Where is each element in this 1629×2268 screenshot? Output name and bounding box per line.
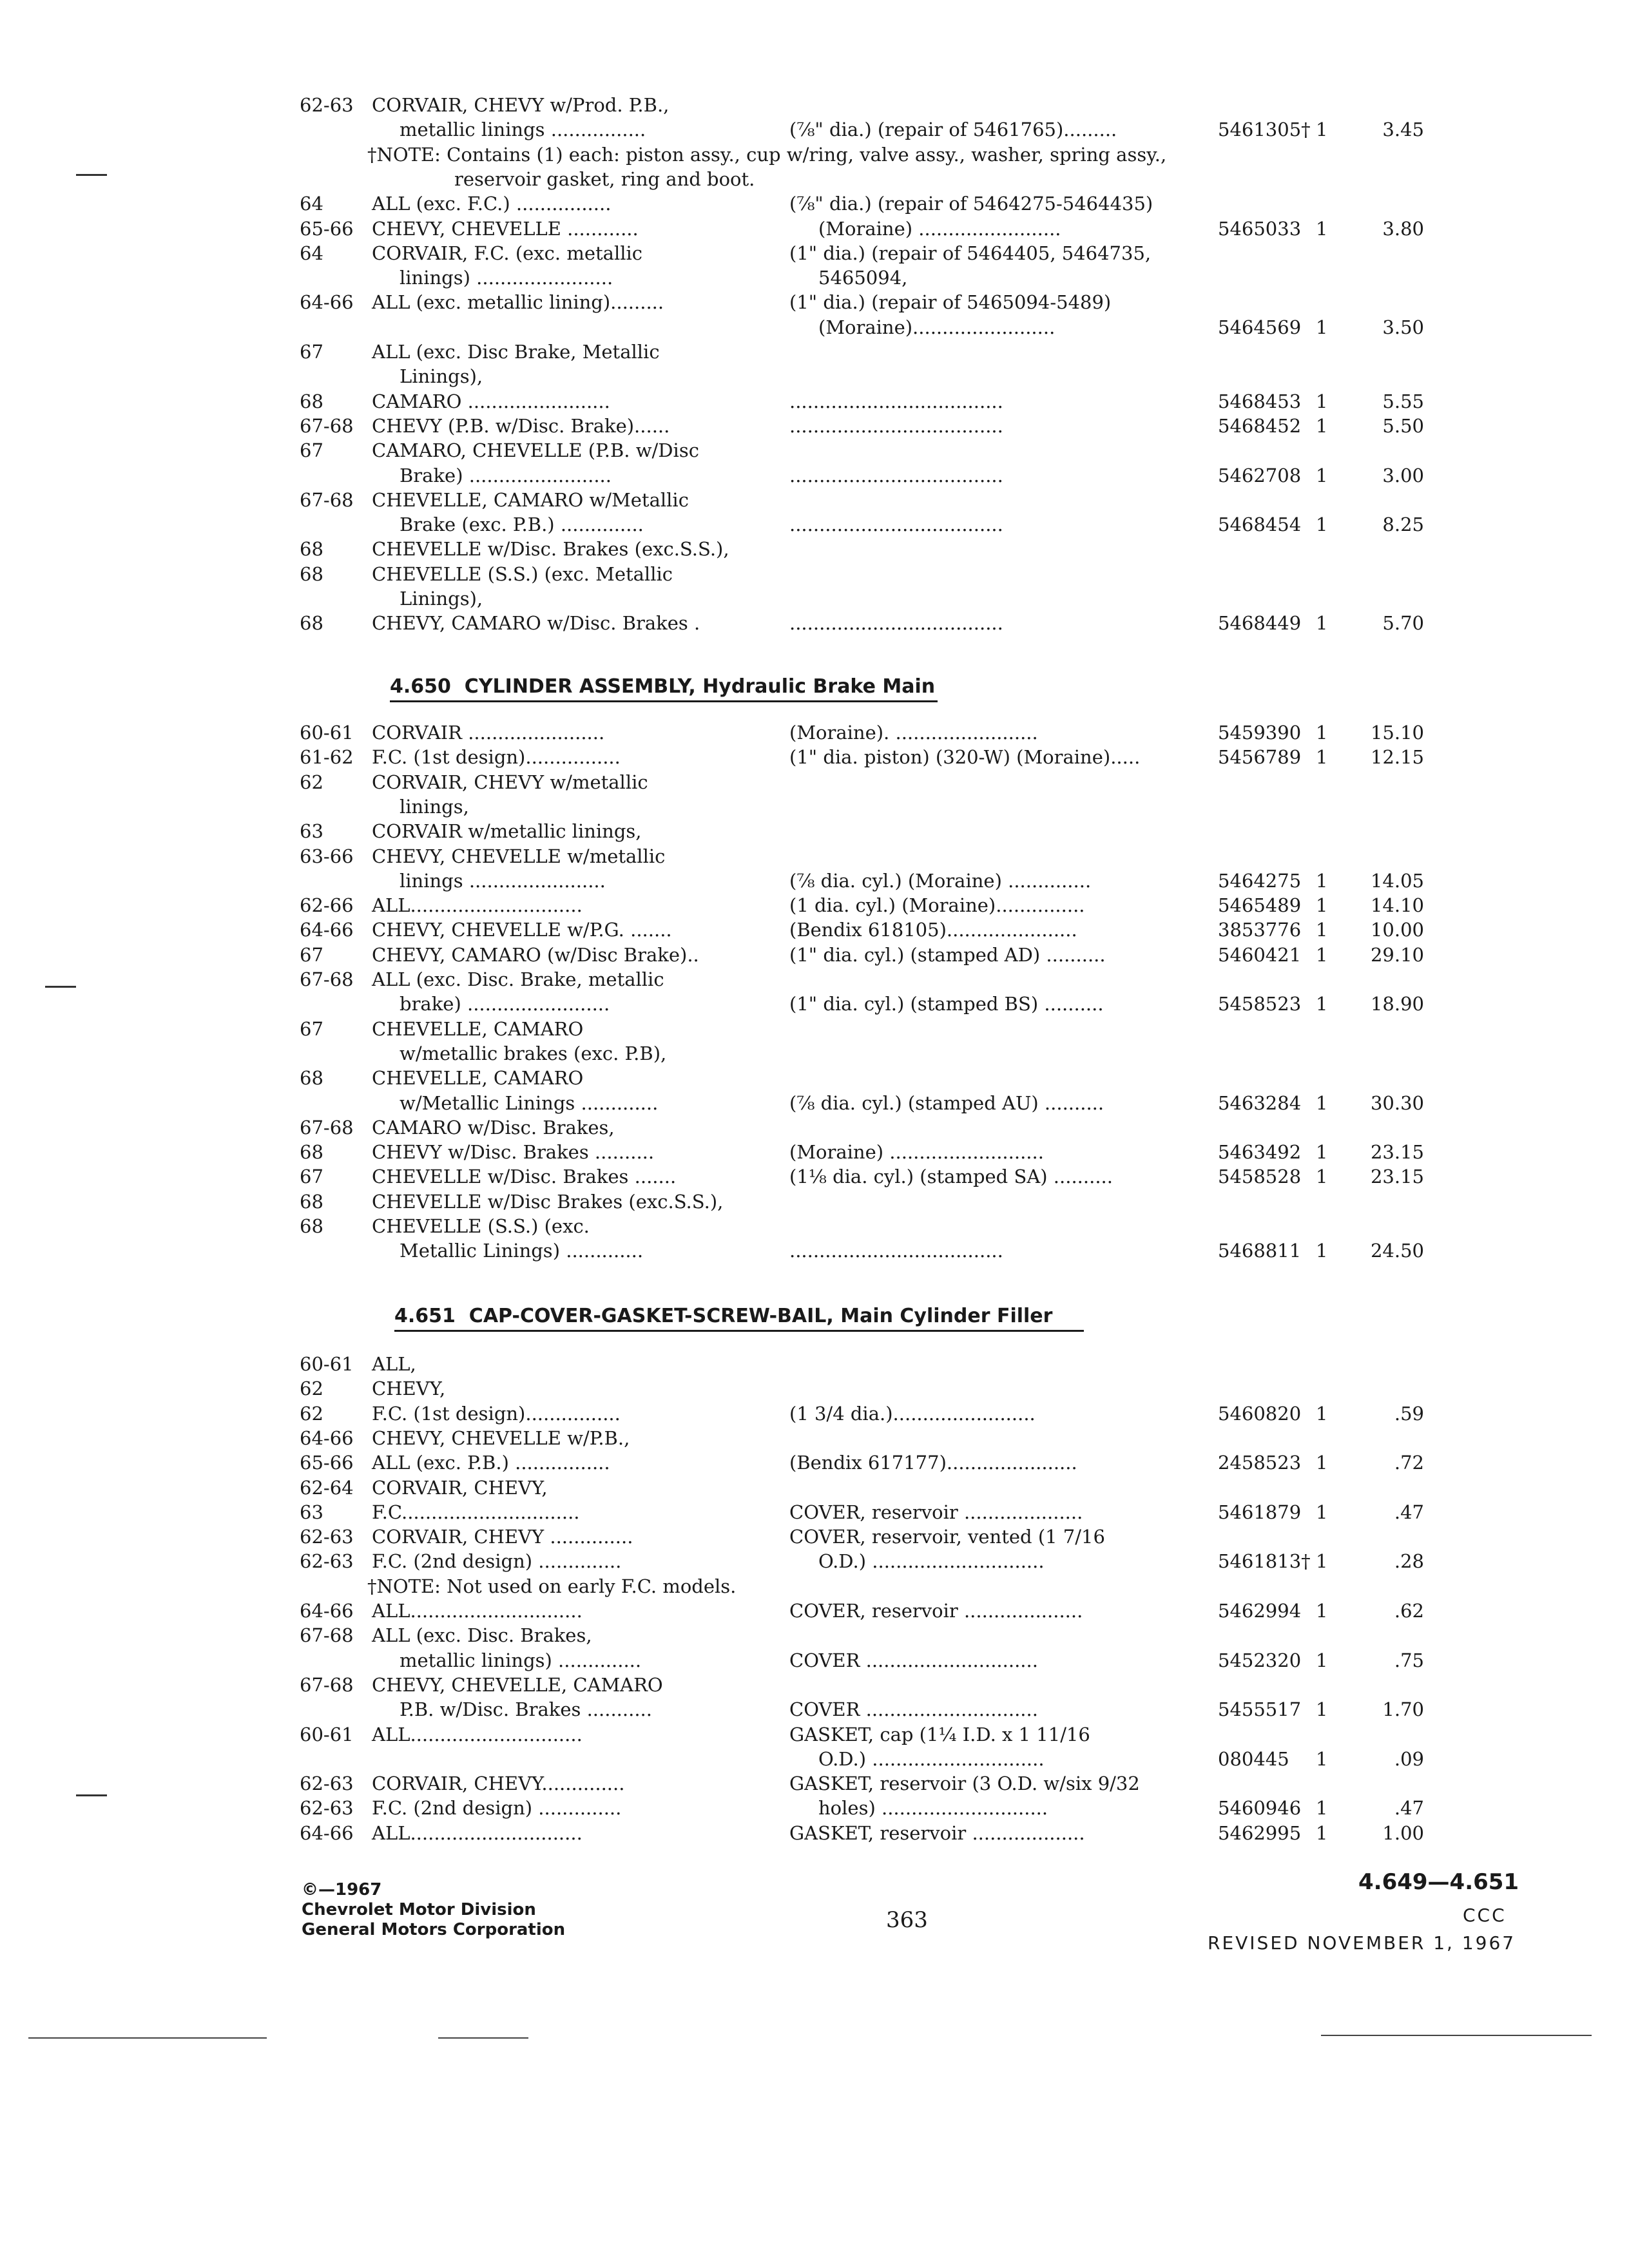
quantity: 1: [1316, 1550, 1328, 1573]
price: .75: [1394, 1649, 1424, 1671]
price: 1.70: [1382, 1698, 1424, 1721]
model-year: 62-63: [300, 1526, 354, 1548]
section-heading-4651: 4.651 CAP-COVER-GASKET-SCREW-BAIL, Main Cylinder Filler: [394, 1305, 1053, 1327]
part-number: 080445: [1218, 1747, 1289, 1770]
quantity: 1: [1316, 993, 1328, 1015]
price: .72: [1394, 1452, 1424, 1474]
model-year: 67-68: [300, 1624, 354, 1647]
part-number: 5458528: [1218, 1166, 1302, 1188]
description: COVER, reservoir ....................: [789, 1501, 1083, 1523]
model-year: 64-66: [300, 1600, 354, 1622]
quantity: 1: [1316, 1240, 1328, 1262]
quantity: 1: [1316, 1452, 1328, 1474]
description-cont: O.D.) .............................: [818, 1747, 1045, 1770]
application: ALL (exc. Disc. Brake, metallic: [372, 968, 664, 990]
model-year: 62-63: [300, 1797, 354, 1820]
application: CORVAIR w/metallic linings,: [372, 820, 642, 843]
model-year: 68: [300, 538, 323, 561]
quantity: 1: [1316, 1797, 1328, 1820]
quantity: 1: [1316, 894, 1328, 917]
model-year: 67: [300, 943, 323, 966]
model-year: 64-66: [300, 1427, 354, 1449]
price: 24.50: [1370, 1240, 1424, 1262]
description-cont: holes) ............................: [818, 1797, 1048, 1820]
model-year: 64-66: [300, 919, 354, 941]
quantity: 1: [1316, 1402, 1328, 1425]
model-year: 67: [300, 1166, 323, 1188]
price: 23.15: [1370, 1141, 1424, 1164]
application: CHEVELLE w/Disc. Brakes (exc.S.S.),: [372, 538, 729, 561]
description: ....................................: [789, 464, 1003, 486]
price: .62: [1394, 1600, 1424, 1622]
application: CHEVELLE, CAMARO w/Metallic: [372, 488, 689, 511]
part-number: 5458523: [1218, 993, 1302, 1015]
description: ....................................: [789, 514, 1003, 536]
model-year: 65-66: [300, 1452, 354, 1474]
application: F.C. (2nd design) ..............: [372, 1797, 622, 1820]
description: (1⅛ dia. cyl.) (stamped SA) ..........: [789, 1166, 1113, 1188]
description: GASKET, cap (1¼ I.D. x 1 11/16: [789, 1723, 1090, 1745]
application: CHEVELLE (S.S.) (exc. Metallic: [372, 562, 673, 585]
application: CHEVY, CHEVELLE w/P.B.,: [372, 1427, 630, 1449]
quantity: 1: [1316, 1649, 1328, 1671]
part-number: 5462708: [1218, 464, 1302, 486]
application: ALL.............................: [372, 1600, 583, 1622]
price: 12.15: [1370, 746, 1424, 769]
description: (⅞" dia.) (repair of 5461765).........: [789, 119, 1117, 141]
part-number: 5464569: [1218, 316, 1302, 338]
part-number: 5461879: [1218, 1501, 1302, 1523]
model-year: 68: [300, 390, 323, 412]
description: (1" dia.) (repair of 5465094-5489): [789, 291, 1112, 314]
application: CORVAIR, CHEVY,: [372, 1476, 548, 1499]
description: (⅞ dia. cyl.) (stamped AU) ..........: [789, 1091, 1104, 1114]
description: (1" dia. cyl.) (stamped AD) ..........: [789, 943, 1106, 966]
application: CORVAIR .......................: [372, 722, 605, 744]
description-cont: (Moraine) ........................: [818, 217, 1061, 240]
price: 3.45: [1382, 119, 1424, 141]
application: ALL.............................: [372, 894, 583, 917]
application: CHEVY, CHEVELLE ............: [372, 217, 639, 240]
price: 30.30: [1370, 1091, 1424, 1114]
description: (1" dia. cyl.) (stamped BS) ..........: [789, 993, 1104, 1015]
application: ALL (exc. P.B.) ................: [372, 1452, 610, 1474]
quantity: 1: [1316, 217, 1328, 240]
model-year: 68: [300, 612, 323, 635]
section-range: 4.649—4.651: [1358, 1869, 1519, 1895]
application: CHEVY (P.B. w/Disc. Brake)......: [372, 414, 670, 437]
model-year: 64-66: [300, 1821, 354, 1844]
model-year: 64-66: [300, 291, 354, 314]
model-year: 68: [300, 1190, 323, 1213]
model-year: 61-62: [300, 746, 354, 769]
part-number: 5459390: [1218, 722, 1302, 744]
model-year: 62-63: [300, 94, 354, 116]
application-cont: metallic linings) ..............: [400, 1649, 642, 1671]
model-year: 62-63: [300, 1550, 354, 1573]
application-cont: Linings),: [400, 365, 483, 388]
description: ....................................: [789, 1240, 1003, 1262]
model-year: 60-61: [300, 722, 354, 744]
description: (1 dia. cyl.) (Moraine)...............: [789, 894, 1085, 917]
description: ....................................: [789, 612, 1003, 635]
model-year: 67-68: [300, 968, 354, 990]
description: COVER, reservoir, vented (1 7/16: [789, 1526, 1105, 1548]
application: ALL (exc. Disc. Brakes,: [372, 1624, 592, 1647]
application: F.C. (1st design)................: [372, 1402, 621, 1425]
description-cont: (Moraine)........................: [818, 316, 1055, 338]
bottom-rule: [1321, 2035, 1592, 2036]
application: ALL (exc. F.C.) ................: [372, 193, 612, 215]
bottom-rule: [28, 2037, 267, 2039]
application-cont: linings) .......................: [400, 267, 613, 289]
quantity: 1: [1316, 514, 1328, 536]
application: CHEVY, CAMARO (w/Disc Brake)..: [372, 943, 699, 966]
part-number: 5461813†: [1218, 1550, 1311, 1573]
quantity: 1: [1316, 1747, 1328, 1770]
description: (Moraine). ........................: [789, 722, 1038, 744]
description: COVER .............................: [789, 1649, 1038, 1671]
application: CORVAIR, CHEVY w/metallic: [372, 771, 648, 793]
quantity: 1: [1316, 919, 1328, 941]
model-year: 62: [300, 771, 323, 793]
quantity: 1: [1316, 1166, 1328, 1188]
note-cont: reservoir gasket, ring and boot.: [454, 168, 755, 190]
application: CAMARO ........................: [372, 390, 610, 412]
application: CHEVELLE, CAMARO: [372, 1067, 584, 1090]
application: CHEVELLE w/Disc. Brakes .......: [372, 1166, 677, 1188]
quantity: 1: [1316, 869, 1328, 892]
section-heading-4650: 4.650 CYLINDER ASSEMBLY, Hydraulic Brake Main: [390, 675, 936, 698]
model-year: 67: [300, 439, 323, 462]
price: 15.10: [1370, 722, 1424, 744]
quantity: 1: [1316, 1821, 1328, 1844]
model-year: 63: [300, 820, 323, 843]
price: 5.70: [1382, 612, 1424, 635]
part-number: 3853776: [1218, 919, 1302, 941]
price: .09: [1394, 1747, 1424, 1770]
part-number: 5456789: [1218, 746, 1302, 769]
model-year: 67-68: [300, 414, 354, 437]
part-number: 5465033: [1218, 217, 1302, 240]
part-number: 5468453: [1218, 390, 1302, 412]
application-cont: linings .......................: [400, 869, 606, 892]
model-year: 62-66: [300, 894, 354, 917]
model-year: 60-61: [300, 1353, 354, 1375]
description: (1" dia.) (repair of 5464405, 5464735,: [789, 242, 1152, 264]
application: F.C. (2nd design) ..............: [372, 1550, 622, 1573]
quantity: 1: [1316, 1501, 1328, 1523]
application: CHEVY, CHEVELLE w/metallic: [372, 845, 666, 867]
price: 18.90: [1370, 993, 1424, 1015]
model-year: 68: [300, 1215, 323, 1237]
model-year: 67-68: [300, 1673, 354, 1696]
part-number: 5462995: [1218, 1821, 1302, 1844]
margin-mark: [45, 986, 76, 988]
description: GASKET, reservoir (3 O.D. w/six 9/32: [789, 1773, 1140, 1795]
description: (⅞" dia.) (repair of 5464275-5464435): [789, 193, 1153, 215]
model-year: 62-64: [300, 1476, 354, 1499]
description: (1" dia. piston) (320-W) (Moraine).....: [789, 746, 1141, 769]
model-year: 67: [300, 1017, 323, 1040]
application: CHEVELLE w/Disc Brakes (exc.S.S.),: [372, 1190, 724, 1213]
model-year: 67-68: [300, 1116, 354, 1139]
part-number: 5455517: [1218, 1698, 1302, 1721]
revised-date: REVISED NOVEMBER 1, 1967: [1208, 1932, 1516, 1954]
footer-division: Chevrolet Motor Division: [302, 1900, 536, 1919]
application: CORVAIR, CHEVY..............: [372, 1773, 625, 1795]
model-year: 67-68: [300, 488, 354, 511]
application: ALL.............................: [372, 1723, 583, 1745]
application-cont: w/Metallic Linings .............: [400, 1091, 659, 1114]
part-number: 5460946: [1218, 1797, 1302, 1820]
description: (Bendix 618105)......................: [789, 919, 1077, 941]
price: .59: [1394, 1402, 1424, 1425]
application-cont: P.B. w/Disc. Brakes ...........: [400, 1698, 652, 1721]
application: F.C. (1st design)................: [372, 746, 621, 769]
application-cont: Linings),: [400, 588, 483, 610]
price: 29.10: [1370, 943, 1424, 966]
application-cont: brake) ........................: [400, 993, 610, 1015]
description-cont: 5465094,: [818, 267, 908, 289]
price: 3.50: [1382, 316, 1424, 338]
quantity: 1: [1316, 316, 1328, 338]
description: COVER .............................: [789, 1698, 1038, 1721]
quantity: 1: [1316, 390, 1328, 412]
price: 5.50: [1382, 414, 1424, 437]
quantity: 1: [1316, 1600, 1328, 1622]
application: CORVAIR, CHEVY ..............: [372, 1526, 633, 1548]
model-year: 62: [300, 1402, 323, 1425]
quantity: 1: [1316, 464, 1328, 486]
description: (⅞ dia. cyl.) (Moraine) ..............: [789, 869, 1092, 892]
description: COVER, reservoir ....................: [789, 1600, 1083, 1622]
part-number: 5468452: [1218, 414, 1302, 437]
application: CHEVY, CHEVELLE w/P.G. .......: [372, 919, 672, 941]
footer-corp: General Motors Corporation: [302, 1920, 566, 1939]
price: 14.05: [1370, 869, 1424, 892]
part-number: 5463284: [1218, 1091, 1302, 1114]
model-year: 68: [300, 1141, 323, 1164]
part-number: 2458523: [1218, 1452, 1302, 1474]
quantity: 1: [1316, 414, 1328, 437]
application: CHEVELLE, CAMARO: [372, 1017, 584, 1040]
quantity: 1: [1316, 722, 1328, 744]
description-cont: O.D.) .............................: [818, 1550, 1045, 1573]
price: 3.80: [1382, 217, 1424, 240]
price: 5.55: [1382, 390, 1424, 412]
footer-copyright: ©—1967: [302, 1880, 382, 1899]
description: (1 3/4 dia.)........................: [789, 1402, 1036, 1425]
quantity: 1: [1316, 943, 1328, 966]
margin-mark: [76, 1794, 107, 1796]
model-year: 60-61: [300, 1723, 354, 1745]
quantity: 1: [1316, 119, 1328, 141]
quantity: 1: [1316, 746, 1328, 769]
part-number: 5452320: [1218, 1649, 1302, 1671]
model-year: 63-66: [300, 845, 354, 867]
quantity: 1: [1316, 1698, 1328, 1721]
model-year: 68: [300, 562, 323, 585]
model-year: 65-66: [300, 217, 354, 240]
model-year: 62-63: [300, 1773, 354, 1795]
application: F.C..............................: [372, 1501, 580, 1523]
application: ALL (exc. Disc Brake, Metallic: [372, 341, 660, 363]
part-number: 5468454: [1218, 514, 1302, 536]
quantity: 1: [1316, 612, 1328, 635]
part-number: 5468449: [1218, 612, 1302, 635]
model-year: 64: [300, 242, 323, 264]
price: 3.00: [1382, 464, 1424, 486]
price: .47: [1394, 1501, 1424, 1523]
application: CAMARO w/Disc. Brakes,: [372, 1116, 615, 1139]
part-number: 5464275: [1218, 869, 1302, 892]
application-cont: Metallic Linings) .............: [400, 1240, 644, 1262]
description: ....................................: [789, 414, 1003, 437]
application: CHEVY,: [372, 1378, 446, 1400]
application-cont: metallic linings ................: [400, 119, 646, 141]
application: CAMARO, CHEVELLE (P.B. w/Disc: [372, 439, 699, 462]
note: †NOTE: Contains (1) each: piston assy., cup w/ring, valve assy., washer, spring assy.,: [367, 143, 1167, 166]
model-year: 67: [300, 341, 323, 363]
application: CHEVELLE (S.S.) (exc.: [372, 1215, 590, 1237]
model-year: 64: [300, 193, 323, 215]
part-number: 5462994: [1218, 1600, 1302, 1622]
note: †NOTE: Not used on early F.C. models.: [367, 1575, 737, 1597]
application-cont: Brake) ........................: [400, 464, 612, 486]
margin-mark: [76, 174, 107, 176]
price: 23.15: [1370, 1166, 1424, 1188]
page-number: 363: [886, 1907, 928, 1933]
quantity: 1: [1316, 1141, 1328, 1164]
application: ALL.............................: [372, 1821, 583, 1844]
price: 8.25: [1382, 514, 1424, 536]
description: GASKET, reservoir ...................: [789, 1821, 1085, 1844]
model-year: 63: [300, 1501, 323, 1523]
part-number: 5460820: [1218, 1402, 1302, 1425]
application: CHEVY, CHEVELLE, CAMARO: [372, 1673, 663, 1696]
part-number: 5461305†: [1218, 119, 1311, 141]
quantity: 1: [1316, 1091, 1328, 1114]
description: ....................................: [789, 390, 1003, 412]
price: 10.00: [1370, 919, 1424, 941]
application-cont: Brake (exc. P.B.) ..............: [400, 514, 644, 536]
price: .47: [1394, 1797, 1424, 1820]
description: (Bendix 617177)......................: [789, 1452, 1077, 1474]
section-underline: [390, 700, 938, 702]
catalog-code: CCC: [1463, 1905, 1507, 1926]
application: CHEVY, CAMARO w/Disc. Brakes .: [372, 612, 700, 635]
application: CORVAIR, CHEVY w/Prod. P.B.,: [372, 94, 670, 116]
description: (Moraine) ..........................: [789, 1141, 1044, 1164]
application: ALL (exc. metallic lining).........: [372, 291, 664, 314]
part-number: 5468811: [1218, 1240, 1302, 1262]
model-year: 62: [300, 1378, 323, 1400]
part-number: 5460421: [1218, 943, 1302, 966]
model-year: 68: [300, 1067, 323, 1090]
price: 1.00: [1382, 1821, 1424, 1844]
price: .28: [1394, 1550, 1424, 1573]
application-cont: w/metallic brakes (exc. P.B),: [400, 1042, 667, 1064]
application-cont: linings,: [400, 795, 469, 818]
application: CORVAIR, F.C. (exc. metallic: [372, 242, 643, 264]
price: 14.10: [1370, 894, 1424, 917]
bottom-rule: [438, 2037, 528, 2039]
application: ALL,: [372, 1353, 416, 1375]
part-number: 5465489: [1218, 894, 1302, 917]
section-underline: [394, 1330, 1084, 1332]
part-number: 5463492: [1218, 1141, 1302, 1164]
application: CHEVY w/Disc. Brakes ..........: [372, 1141, 655, 1164]
